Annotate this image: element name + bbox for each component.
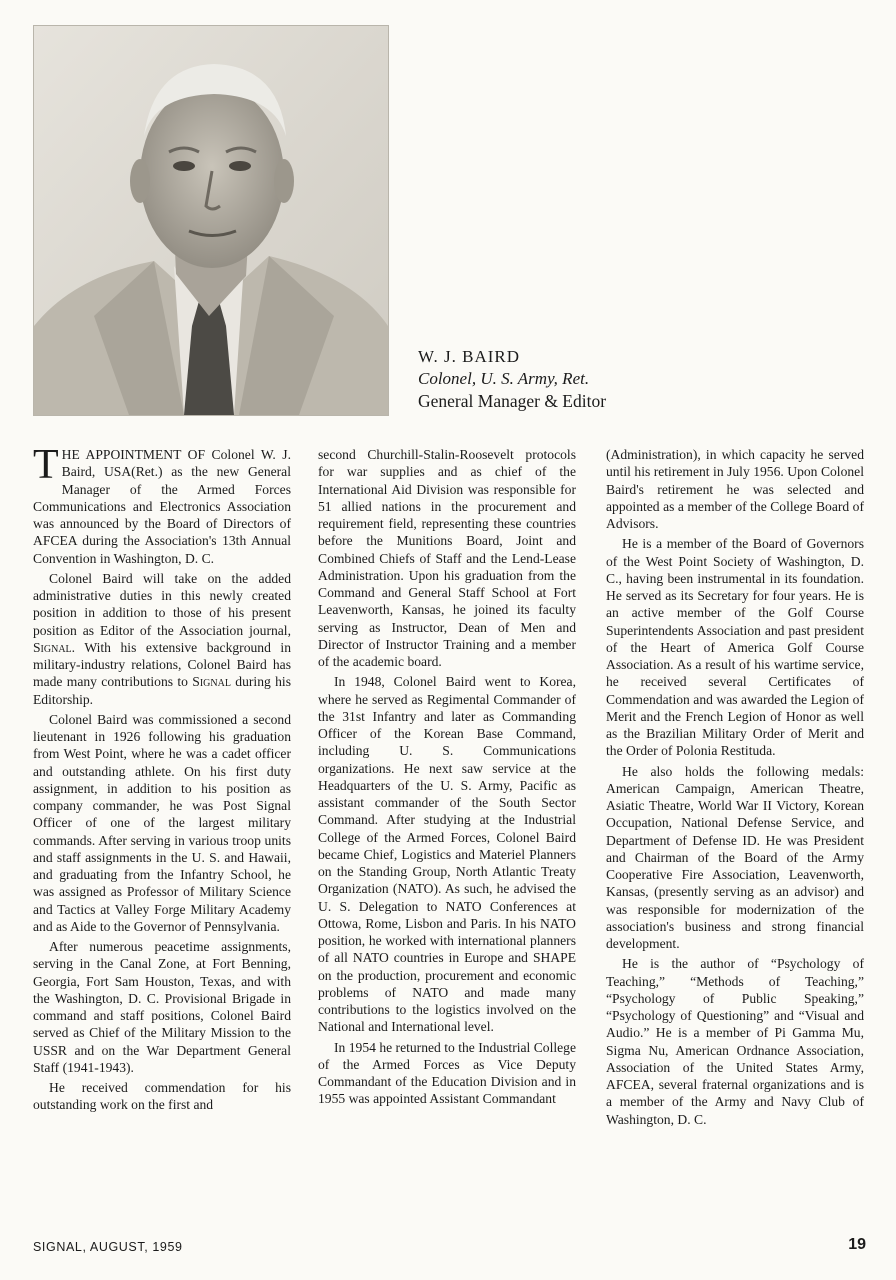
paragraph: second Churchill-Stalin-Roosevelt protocols for war supplies and as chief of the International Aid Division was responsible for 51 allied nations in the procurement and requirement field, representing these countries before the Munitions Board, Joint and Combined Chiefs of Staff and the Lend-Lease Administration. Upon his graduation from the Command and General Staff School at Fort Leavenworth, Kansas, he joined its faculty serving as Instructor, Dean of Men and Director of Instructor Training and a member of the academic board. bbox=[318, 447, 576, 669]
paragraph-text: . With his extensive background in military-industry relations, Colonel Baird has made many contributions to bbox=[33, 639, 291, 690]
footer-publication: SIGNAL, AUGUST, 1959 bbox=[33, 1240, 183, 1254]
paragraph: He received commendation for his outstanding work on the first and bbox=[33, 1080, 291, 1113]
lead-paragraph bbox=[33, 442, 291, 567]
page-number: 19 bbox=[848, 1236, 866, 1253]
paragraph-text: during his Editorship. bbox=[33, 674, 291, 707]
journal-name: Signal bbox=[33, 639, 72, 655]
paragraph: He is a member of the Board of Governors of the West Point Society of Washington, D. C., having been instrumental in its foundation. He served as its Secretary for four years. He is an active member of the Golf Course Superintendents Association and past president of the Heart of America Golf Course Association. As a result of his wartime service, he received several Certificates of Commendation and was awarded the Legion of Merit and the French Legion of Honor as well as the Brazilian Military Order of Merit and the Order of Polonia Restituda. bbox=[606, 536, 864, 759]
paragraph bbox=[33, 570, 291, 708]
article-column-1 bbox=[33, 442, 291, 1114]
article-column-2 bbox=[318, 446, 576, 1108]
lead-text: HE APPOINTMENT OF Colonel W. J. Baird, USA(Ret.) as the new General Manager of the Armed Forces Communications and Electronics Association was announced by the Board of Directors of AFCEA during the Association's 13th Annual Convention in Washington, D. C. bbox=[33, 447, 291, 566]
photo-caption bbox=[418, 346, 858, 412]
paragraph: After numerous peacetime assignments, serving in the Canal Zone, at Fort Benning, Georgia, Fort Sam Houston, Texas, and with the Washington, D. C. Provisional Brigade in command and staff positions, Colonel Baird served as Chief of the Military Mission to the USSR and on the War Department General Staff (1941-1943). bbox=[33, 939, 291, 1075]
paragraph: (Administration), in which capacity he served until his retirement in July 1956. Upon Colonel Baird's retirement he was selected and appointed as a member of the College Board of Advisors. bbox=[606, 447, 864, 531]
portrait-photo bbox=[33, 25, 389, 416]
paragraph: He is the author of “Psychology of Teaching,” “Methods of Teaching,” “Psychology of Public Speaking,” “Psychology of Questioning” and “Visual and Audio.” He is a member of Pi Gamma Mu, Sigma Nu, American Ordnance Association, Association of the United States Army, AFCEA, several fraternal organizations and is a member of the Army and Navy Club of Washington, D. C. bbox=[606, 956, 864, 1127]
caption-title: General Manager & Editor bbox=[418, 391, 607, 411]
paragraph: In 1954 he returned to the Industrial College of the Armed Forces as Vice Deputy Commandant of the Education Division and in 1955 was appointed Assistant Commandant bbox=[318, 1039, 576, 1107]
paragraph: He also holds the following medals: American Campaign, American Theatre, Asiatic Theatre, World War II Victory, Korean Occupation, National Defense Service, and Department of Defense ID. He was President and Chairman of the Board of the Army Cooperative Fire Association, Leavenworth, Kansas, (presently serving as an advisor) and was responsible for modernization of the association's business and strong financial development. bbox=[606, 763, 864, 951]
paragraph: In 1948, Colonel Baird went to Korea, where he served as Regimental Commander of the 31st Infantry and later as Commanding Officer of the Korean Base Command, including U. S. Communications organizations. He next saw service at the Headquarters of the U. S. Army, Pacific as assistant commander of the South Sector Command. After studying at the Industrial College of the Armed Forces, Colonel Baird became Chief, Logistics and Materiel Planners on the Standing Group, North Atlantic Treaty Organization (NATO). As such, he advised the U. S. Delegation to NATO Conferences at Ottowa, Rome, Lisbon and Paris. In his NATO position, he worked with international planners of all NATO countries in Europe and SHAPE on the production, procurement and economic problems of NATO and made many contributions to the logistics involved on the National and International level. bbox=[318, 674, 576, 1035]
paragraph-text: Colonel Baird will take on the added administrative duties in this newly created position in addition to those of his present position as Editor of the Association journal, bbox=[33, 570, 291, 638]
paragraph: Colonel Baird was commissioned a second lieutenant in 1926 following his graduation from West Point, where he was a cadet officer and outstanding athlete. On his first duty assignment, in addition to his position as company commander, he was Post Signal Officer of one of the largest military commands. After serving in various troop units and staff assignments in the U. S. and Hawaii, and graduating from the Infantry School, he was assigned as Professor of Military Science and Tactics at Valley Forge Military Academy and as Aide to the Governor of Pennsylvania. bbox=[33, 711, 291, 934]
caption-name: W. J. BAIRD bbox=[418, 347, 520, 366]
article-column-3 bbox=[606, 446, 864, 1128]
journal-name: Signal bbox=[192, 674, 231, 690]
caption-rank: Colonel, U. S. Army, Ret. bbox=[418, 369, 590, 388]
drop-cap: T bbox=[33, 442, 59, 488]
